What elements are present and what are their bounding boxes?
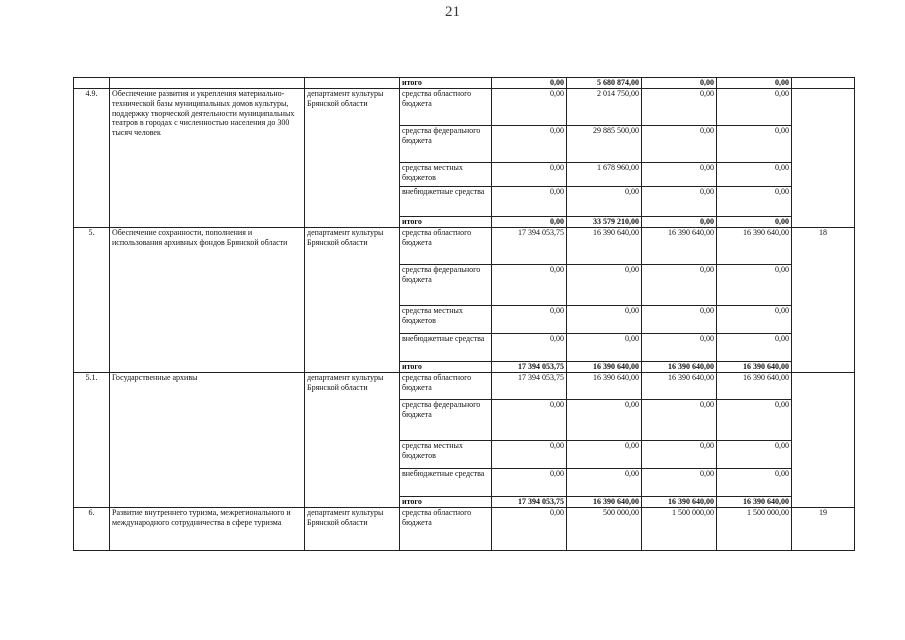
amount-cell: 0,00	[717, 78, 792, 89]
item-executor: департамент культуры Брянской области	[305, 228, 400, 373]
item-number: 5.1.	[74, 373, 110, 508]
amount-cell: 0,00	[717, 306, 792, 334]
number-cell	[74, 78, 110, 89]
amount-cell: 0,00	[567, 334, 642, 362]
amount-cell: 0,00	[642, 126, 717, 163]
funding-source-cell: средства федерального бюджета	[400, 126, 492, 163]
amount-cell: 0,00	[642, 306, 717, 334]
amount-cell: 16 390 640,00	[567, 228, 642, 265]
amount-cell: 17 394 053,75	[492, 373, 567, 400]
amount-cell: 0,00	[492, 217, 567, 228]
page-number: 21	[445, 4, 460, 20]
item-reference: 18	[792, 228, 855, 373]
amount-cell: 33 579 210,00	[567, 217, 642, 228]
amount-cell: 0,00	[567, 441, 642, 469]
funding-source-cell: средства областного бюджета	[400, 89, 492, 126]
executor-cell	[305, 78, 400, 89]
amount-cell: 500 000,00	[567, 508, 642, 551]
amount-cell: 16 390 640,00	[717, 373, 792, 400]
amount-cell: 16 390 640,00	[642, 362, 717, 373]
amount-cell: 0,00	[717, 163, 792, 187]
item-executor: департамент культуры Брянской области	[305, 373, 400, 508]
funding-source-cell: средства местных бюджетов	[400, 441, 492, 469]
amount-cell: 1 500 000,00	[717, 508, 792, 551]
amount-cell: 5 680 874,00	[567, 78, 642, 89]
description-cell	[110, 78, 305, 89]
item-number: 4.9.	[74, 89, 110, 228]
amount-cell: 1 500 000,00	[642, 508, 717, 551]
amount-cell: 0,00	[642, 441, 717, 469]
amount-cell: 0,00	[717, 400, 792, 441]
item-reference: 19	[792, 508, 855, 551]
amount-cell: 29 885 500,00	[567, 126, 642, 163]
funding-source-cell: итого	[400, 78, 492, 89]
item-description: Обеспечение сохранности, пополнения и использования архивных фондов Брянской области	[110, 228, 305, 373]
amount-cell: 16 390 640,00	[717, 362, 792, 373]
item-executor: департамент культуры Брянской области	[305, 508, 400, 551]
funding-source-cell: внебюджетные средства	[400, 334, 492, 362]
amount-cell: 16 390 640,00	[567, 497, 642, 508]
table-row	[74, 89, 855, 126]
funding-source-cell: средства федерального бюджета	[400, 400, 492, 441]
funding-source-cell: средства областного бюджета	[400, 508, 492, 551]
amount-cell: 0,00	[717, 187, 792, 217]
item-description: Обеспечение развития и укрепления материально-технической базы муниципальных домов культуры, поддержку творческой деятельности муниципальных театров в городах с численностью населения до 300 тысяч человек	[110, 89, 305, 228]
amount-cell: 0,00	[717, 469, 792, 497]
amount-cell: 2 014 750,00	[567, 89, 642, 126]
funding-source-cell: средства местных бюджетов	[400, 306, 492, 334]
amount-cell: 0,00	[717, 89, 792, 126]
table-row	[74, 78, 855, 89]
amount-cell: 0,00	[717, 441, 792, 469]
amount-cell: 16 390 640,00	[717, 497, 792, 508]
amount-cell: 17 394 053,75	[492, 228, 567, 265]
funding-source-cell: средства областного бюджета	[400, 228, 492, 265]
amount-cell: 0,00	[567, 306, 642, 334]
amount-cell: 16 390 640,00	[717, 228, 792, 265]
amount-cell: 0,00	[492, 334, 567, 362]
amount-cell: 16 390 640,00	[567, 373, 642, 400]
funding-source-cell: итого	[400, 497, 492, 508]
amount-cell: 0,00	[567, 187, 642, 217]
funding-source-cell: средства федерального бюджета	[400, 265, 492, 306]
amount-cell: 16 390 640,00	[642, 497, 717, 508]
item-reference	[792, 89, 855, 228]
item-description: Развитие внутреннего туризма, межрегионального и международного сотрудничества в сфере туризма	[110, 508, 305, 551]
item-description: Государственные архивы	[110, 373, 305, 508]
funding-source-cell: итого	[400, 217, 492, 228]
amount-cell: 0,00	[492, 441, 567, 469]
funding-source-cell: средства областного бюджета	[400, 373, 492, 400]
funding-source-cell: итого	[400, 362, 492, 373]
table-row	[74, 228, 855, 265]
amount-cell: 0,00	[642, 163, 717, 187]
amount-cell: 0,00	[492, 89, 567, 126]
item-executor: департамент культуры Брянской области	[305, 89, 400, 228]
amount-cell: 0,00	[642, 469, 717, 497]
amount-cell: 0,00	[642, 334, 717, 362]
amount-cell: 0,00	[642, 217, 717, 228]
amount-cell: 0,00	[492, 469, 567, 497]
amount-cell: 0,00	[492, 126, 567, 163]
amount-cell: 0,00	[492, 306, 567, 334]
amount-cell: 0,00	[642, 400, 717, 441]
funding-source-cell: внебюджетные средства	[400, 187, 492, 217]
amount-cell: 0,00	[717, 265, 792, 306]
amount-cell: 0,00	[642, 265, 717, 306]
reference-cell	[792, 78, 855, 89]
amount-cell: 0,00	[567, 469, 642, 497]
amount-cell: 0,00	[567, 265, 642, 306]
amount-cell: 0,00	[642, 78, 717, 89]
amount-cell: 16 390 640,00	[567, 362, 642, 373]
item-number: 6.	[74, 508, 110, 551]
amount-cell: 0,00	[717, 217, 792, 228]
amount-cell: 17 394 053,75	[492, 362, 567, 373]
table-row	[74, 508, 855, 551]
amount-cell: 0,00	[642, 89, 717, 126]
amount-cell: 16 390 640,00	[642, 373, 717, 400]
amount-cell: 0,00	[492, 508, 567, 551]
table-row	[74, 373, 855, 400]
amount-cell: 0,00	[492, 78, 567, 89]
amount-cell: 16 390 640,00	[642, 228, 717, 265]
amount-cell: 17 394 053,75	[492, 497, 567, 508]
budget-table	[73, 77, 855, 551]
amount-cell: 0,00	[492, 400, 567, 441]
amount-cell: 0,00	[492, 265, 567, 306]
amount-cell: 0,00	[567, 400, 642, 441]
amount-cell: 0,00	[492, 187, 567, 217]
amount-cell: 0,00	[717, 126, 792, 163]
item-number: 5.	[74, 228, 110, 373]
amount-cell: 0,00	[717, 334, 792, 362]
amount-cell: 0,00	[492, 163, 567, 187]
amount-cell: 1 678 960,00	[567, 163, 642, 187]
funding-source-cell: средства местных бюджетов	[400, 163, 492, 187]
amount-cell: 0,00	[642, 187, 717, 217]
item-reference	[792, 373, 855, 508]
funding-source-cell: внебюджетные средства	[400, 469, 492, 497]
